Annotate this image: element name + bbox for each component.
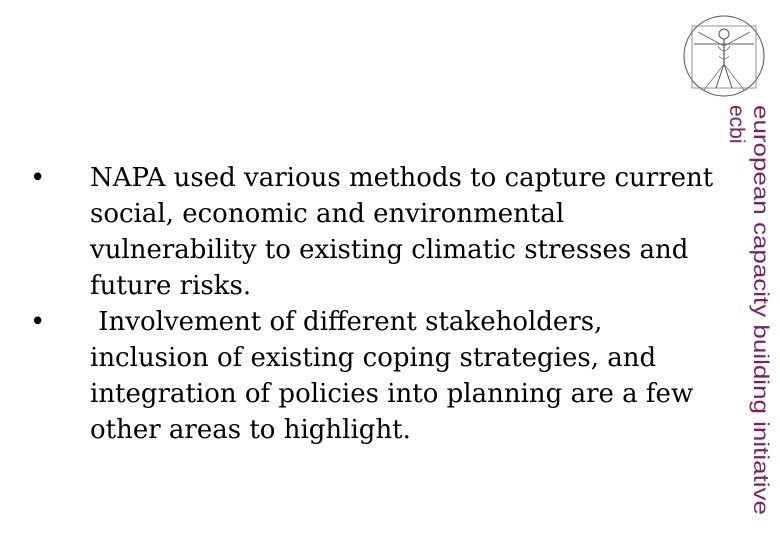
- bullet-text: NAPA used various methods to capture current social, economic and environmental vulnerability to existing climatic stresses and future risks.: [90, 163, 714, 301]
- bullet-marker: •: [30, 307, 46, 337]
- side-label: [688, 100, 772, 520]
- vitruvian-man-icon: [680, 12, 768, 100]
- bullet-marker: •: [30, 163, 46, 193]
- bullet-list: [30, 160, 720, 448]
- bullet-item-2: [30, 304, 720, 448]
- side-label-full-name: european capacity building initiative: [749, 105, 772, 437]
- bullet-item-1: [30, 160, 720, 304]
- bullet-text: Involvement of different stakeholders, inclusion of existing coping strategies, and integration of policies into planning are a few other areas to highlight.: [90, 307, 702, 445]
- side-label-acronym: ecbi: [725, 105, 748, 144]
